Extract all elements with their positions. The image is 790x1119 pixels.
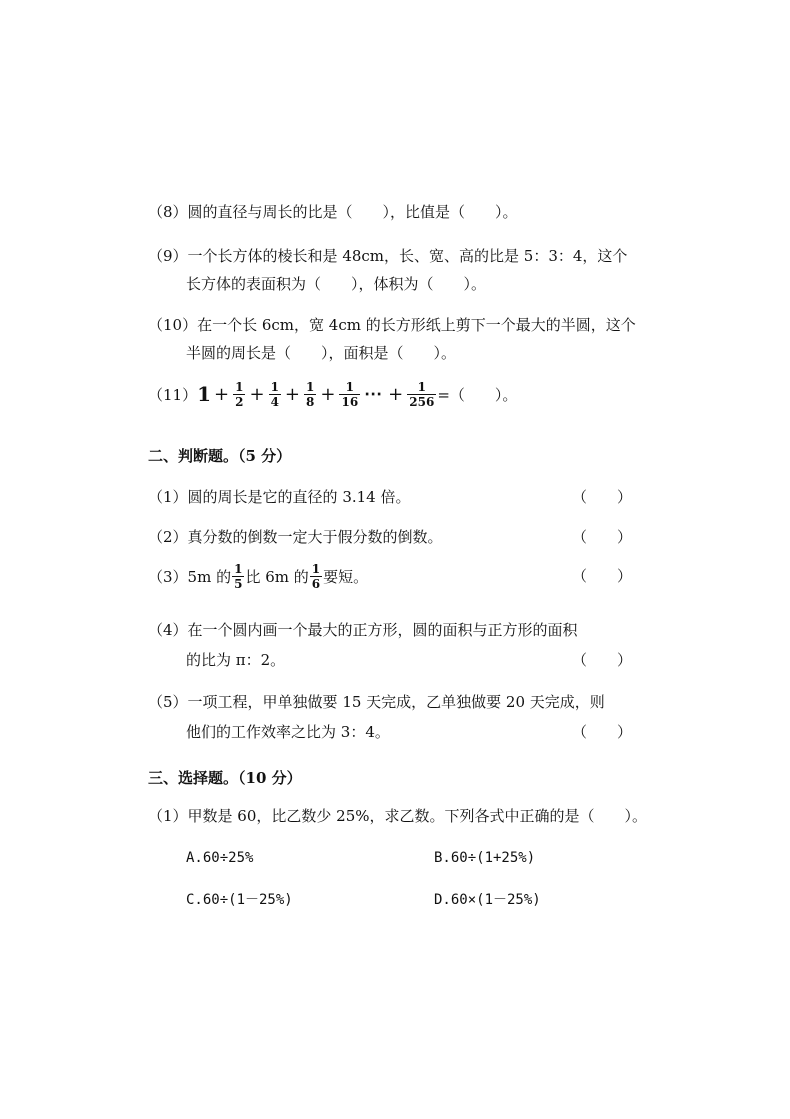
- question-10-line-1: （10）在一个长 6cm，宽 4cm 的长方形纸上剪下一个最大的半圆，这个: [148, 316, 636, 334]
- plus-sign: +: [214, 383, 230, 405]
- judge-question-5-line-1: （5）一项工程，甲单独做要 15 天完成，乙单独做要 20 天完成，则: [148, 693, 605, 711]
- answer-paren: （ ）: [572, 488, 633, 506]
- option-a: A.60÷25%: [186, 850, 254, 866]
- choice-section-title: 三、选择题。（10 分）: [148, 769, 302, 787]
- option-d: D.60×(1－25%): [434, 892, 541, 908]
- judge-question-5-line-2: 他们的工作效率之比为 3：4。: [186, 723, 390, 741]
- question-11: [148, 376, 517, 412]
- question-11-one: 1: [197, 382, 212, 406]
- fraction-1-16: $\frac{1}{16}$: [341, 379, 359, 409]
- fraction-1-256: $\frac{1}{256}$: [409, 379, 435, 409]
- plus-sign: +: [388, 383, 404, 405]
- choice-question-1: （1）甲数是 60，比乙数少 25%，求乙数。下列各式中正确的是（ ）。: [148, 807, 648, 825]
- judge-question-3-pre: （3）5m 的: [148, 567, 232, 586]
- judge-question-3-mid: 比 6m 的: [245, 567, 309, 586]
- answer-paren: （ ）: [572, 723, 633, 741]
- fraction-1-8: $\frac{1}{8}$: [306, 379, 315, 409]
- ellipsis: ⋯: [364, 383, 383, 405]
- question-11-answer: =（ ）。: [437, 385, 518, 404]
- judge-question-2: （2）真分数的倒数一定大于假分数的倒数。: [148, 528, 443, 546]
- question-9-line-1: （9）一个长方体的棱长和是 48cm，长、宽、高的比是 5：3：4，这个: [148, 247, 628, 265]
- question-10-line-2: 半圆的周长是（ ），面积是（ ）。: [186, 344, 457, 362]
- question-8: （8）圆的直径与周长的比是（ ），比值是（ ）。: [148, 203, 518, 221]
- question-11-label: （11）: [148, 385, 198, 404]
- option-c: C.60÷(1－25%): [186, 892, 293, 908]
- question-9-line-2: 长方体的表面积为（ ），体积为（ ）。: [186, 275, 487, 293]
- judge-question-3-post: 要短。: [323, 567, 369, 586]
- plus-sign: +: [249, 383, 265, 405]
- judge-question-1: （1）圆的周长是它的直径的 3.14 倍。: [148, 488, 411, 506]
- fraction-1-2: $\frac{1}{2}$: [235, 379, 244, 409]
- answer-paren: （ ）: [572, 651, 633, 669]
- fraction-1-4: $\frac{1}{4}$: [270, 379, 279, 409]
- fraction-1-5: $\frac{1}{5}$: [234, 561, 243, 591]
- option-b: B.60÷(1+25%): [434, 850, 536, 866]
- judge-question-4-line-2: 的比为 π：2。: [186, 651, 286, 669]
- plus-sign: +: [284, 383, 301, 405]
- fraction-1-6: $\frac{1}{6}$: [311, 561, 321, 591]
- answer-paren: （ ）: [572, 567, 633, 585]
- judge-question-4-line-1: （4）在一个圆内画一个最大的正方形，圆的面积与正方形的面积: [148, 621, 578, 639]
- answer-paren: （ ）: [572, 528, 633, 546]
- plus-sign: +: [320, 383, 336, 405]
- judge-question-3: [148, 558, 368, 594]
- judge-section-title: 二、判断题。（5 分）: [148, 447, 292, 465]
